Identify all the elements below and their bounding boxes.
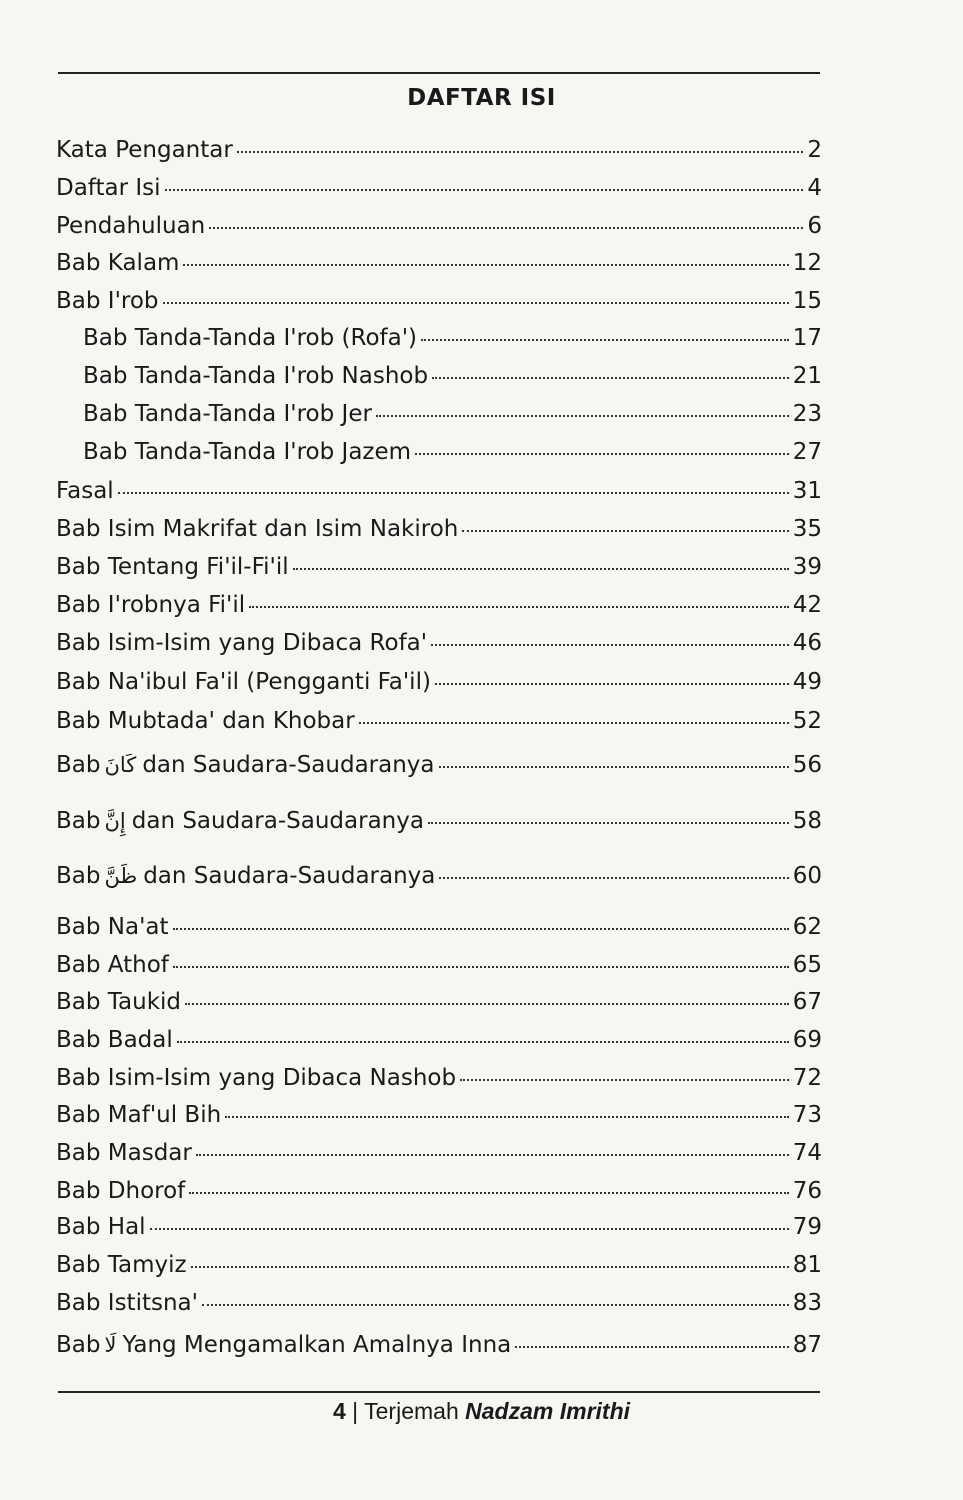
dot-leader <box>249 604 789 608</box>
toc-entry-page-number: 6 <box>807 213 822 239</box>
footer-page-number: 4 <box>332 1398 346 1424</box>
toc-entry <box>56 706 822 736</box>
toc-entry-page-number: 58 <box>792 808 822 834</box>
toc-entry-arabic-term: كَانَ <box>104 753 137 777</box>
toc-entry <box>56 950 822 980</box>
toc-entry-label: Bab Kalam <box>56 250 180 276</box>
dot-leader <box>415 451 789 455</box>
toc-entry-label: Bab Badal <box>56 1027 173 1053</box>
toc-entry-page-number: 60 <box>792 863 822 889</box>
dot-leader <box>439 875 788 879</box>
toc-entry <box>56 987 822 1017</box>
toc-entry-label: Pendahuluan <box>56 213 206 239</box>
toc-entry-label-continued: dan Saudara-Saudaranya <box>143 863 436 889</box>
dot-leader <box>432 375 789 379</box>
toc-entry <box>56 912 822 942</box>
dot-leader <box>191 1264 789 1268</box>
dot-leader <box>196 1152 789 1156</box>
toc-entry <box>56 173 822 203</box>
dot-leader <box>435 681 789 685</box>
toc-entry-label: Bab <box>56 863 101 889</box>
dot-leader <box>428 820 789 824</box>
dot-leader <box>177 1039 789 1043</box>
toc-entry-page-number: 49 <box>792 669 822 695</box>
toc-entry-label: Bab <box>56 808 101 834</box>
toc-entry-label: Kata Pengantar <box>56 137 233 163</box>
toc-entry-page-number: 2 <box>807 137 822 163</box>
toc-entry-page-number: 21 <box>792 363 822 389</box>
toc-entry-label: Bab Isim-Isim yang Dibaca Nashob <box>56 1065 457 1091</box>
toc-entry <box>56 1138 822 1168</box>
toc-entry-page-number: 35 <box>792 516 822 542</box>
toc-entry-label-continued: Yang Mengamalkan Amalnya Inna <box>122 1332 512 1358</box>
toc-entry-label: Bab I'rob <box>56 288 159 314</box>
dot-leader <box>293 566 789 570</box>
toc-entry-page-number: 23 <box>792 401 822 427</box>
toc-entry-label: Bab Athof <box>56 952 169 978</box>
toc-entry <box>56 552 822 582</box>
toc-entry-page-number: 74 <box>792 1140 822 1166</box>
toc-entry <box>56 476 822 506</box>
toc-entry-page-number: 81 <box>792 1252 822 1278</box>
dot-leader <box>431 642 789 646</box>
toc-entry-label: Bab Isim Makrifat dan Isim Nakiroh <box>56 516 459 542</box>
toc-entry-arabic-term: ظَنَّ <box>104 864 138 888</box>
bottom-rule <box>58 1391 820 1393</box>
dot-leader <box>163 300 789 304</box>
dot-leader <box>376 413 789 417</box>
toc-entry-label: Bab Taukid <box>56 989 182 1015</box>
dot-leader <box>150 1226 789 1230</box>
toc-entry-label: Bab Tentang Fi'il-Fi'il <box>56 554 289 580</box>
toc-entry <box>56 667 822 697</box>
toc-entry <box>56 211 822 241</box>
toc-entry-page-number: 39 <box>792 554 822 580</box>
toc-entry <box>56 806 822 836</box>
toc-entry-label: Bab Tanda-Tanda I'rob Jazem <box>83 439 412 465</box>
toc-entry-page-number: 31 <box>792 478 822 504</box>
toc-entry-label: Bab Mubtada' dan Khobar <box>56 708 355 734</box>
dot-leader <box>173 964 789 968</box>
toc-entry-label: Bab Tanda-Tanda I'rob Jer <box>83 401 372 427</box>
dot-leader <box>118 490 789 494</box>
toc-entry-label-continued: dan Saudara-Saudaranya <box>131 808 424 834</box>
toc-entry-label: Bab Dhorof <box>56 1178 186 1204</box>
toc-entry <box>56 1063 822 1093</box>
toc-entry <box>83 437 822 467</box>
toc-entry-label: Bab Istitsna' <box>56 1290 198 1316</box>
dot-leader <box>515 1344 788 1348</box>
footer-book-title: Nadzam Imrithi <box>465 1398 631 1424</box>
dot-leader <box>359 720 789 724</box>
dot-leader <box>173 926 789 930</box>
dot-leader <box>209 225 803 229</box>
toc-entry-page-number: 17 <box>792 325 822 351</box>
toc-entry-page-number: 62 <box>792 914 822 940</box>
toc-entry-label: Bab Maf'ul Bih <box>56 1102 222 1128</box>
dot-leader <box>421 337 789 341</box>
toc-entry-page-number: 65 <box>792 952 822 978</box>
dot-leader <box>225 1114 789 1118</box>
toc-entry <box>56 248 822 278</box>
toc-entry <box>56 1330 822 1360</box>
toc-entry-page-number: 79 <box>792 1214 822 1240</box>
toc-entry-page-number: 12 <box>792 250 822 276</box>
toc-entry-label: Bab <box>56 752 101 778</box>
toc-entry-label: Fasal <box>56 478 114 504</box>
toc-entry-page-number: 87 <box>792 1332 822 1358</box>
toc-entry <box>83 399 822 429</box>
toc-entry <box>56 1212 822 1242</box>
toc-entry-label: Bab Tanda-Tanda I'rob Nashob <box>83 363 429 389</box>
toc-entry-page-number: 69 <box>792 1027 822 1053</box>
toc-entry-page-number: 76 <box>792 1178 822 1204</box>
toc-entry-arabic-term: لَا <box>104 1333 117 1357</box>
toc-entry <box>56 861 822 891</box>
toc-entry-label: Bab I'robnya Fi'il <box>56 592 246 618</box>
toc-entry-label: Bab Hal <box>56 1214 146 1240</box>
toc-entry <box>56 514 822 544</box>
page-footer <box>0 1398 963 1425</box>
toc-entry <box>56 1250 822 1280</box>
toc-entry-label: Bab Tanda-Tanda I'rob (Rofa') <box>83 325 418 351</box>
toc-entry-label: Bab Tamyiz <box>56 1252 187 1278</box>
toc-entry <box>56 1176 822 1206</box>
toc-entry-label: Bab Na'ibul Fa'il (Pengganti Fa'il) <box>56 669 431 695</box>
dot-leader <box>462 528 788 532</box>
toc-entry-page-number: 27 <box>792 439 822 465</box>
toc-entry-page-number: 83 <box>792 1290 822 1316</box>
toc-entry <box>56 628 822 658</box>
toc-entry-label: Daftar Isi <box>56 175 161 201</box>
toc-entry-page-number: 56 <box>792 752 822 778</box>
toc-entry-label: Bab <box>56 1332 101 1358</box>
dot-leader <box>202 1302 789 1306</box>
dot-leader <box>189 1190 788 1194</box>
toc-entry-label: Bab Na'at <box>56 914 169 940</box>
dot-leader <box>185 1001 789 1005</box>
toc-entry-label: Bab Masdar <box>56 1140 192 1166</box>
toc-entry <box>56 286 822 316</box>
dot-leader <box>165 187 804 191</box>
toc-entry <box>56 1288 822 1318</box>
toc-entry-arabic-term: إِنَّ <box>104 809 126 833</box>
toc-entry-page-number: 46 <box>792 630 822 656</box>
toc-entry-page-number: 52 <box>792 708 822 734</box>
dot-leader <box>439 764 789 768</box>
toc-entry <box>56 590 822 620</box>
page-title: DAFTAR ISI <box>407 85 556 111</box>
toc-entry <box>56 135 822 165</box>
toc-entry <box>56 1025 822 1055</box>
toc-entry-page-number: 72 <box>792 1065 822 1091</box>
toc-entry-page-number: 73 <box>792 1102 822 1128</box>
toc-entry-page-number: 67 <box>792 989 822 1015</box>
top-rule <box>58 72 820 74</box>
dot-leader <box>183 262 788 266</box>
footer-prefix: Terjemah <box>364 1398 459 1424</box>
toc-entry-label: Bab Isim-Isim yang Dibaca Rofa' <box>56 630 428 656</box>
toc-entry-page-number: 4 <box>807 175 822 201</box>
toc-entry <box>83 323 822 353</box>
toc-entry <box>56 750 822 780</box>
dot-leader <box>460 1077 789 1081</box>
footer-separator: | <box>352 1398 359 1424</box>
toc-entry-label-continued: dan Saudara-Saudaranya <box>142 752 435 778</box>
toc-entry-page-number: 42 <box>792 592 822 618</box>
toc-entry <box>56 1100 822 1130</box>
dot-leader <box>237 149 804 153</box>
toc-entry-page-number: 15 <box>792 288 822 314</box>
toc-entry <box>83 361 822 391</box>
